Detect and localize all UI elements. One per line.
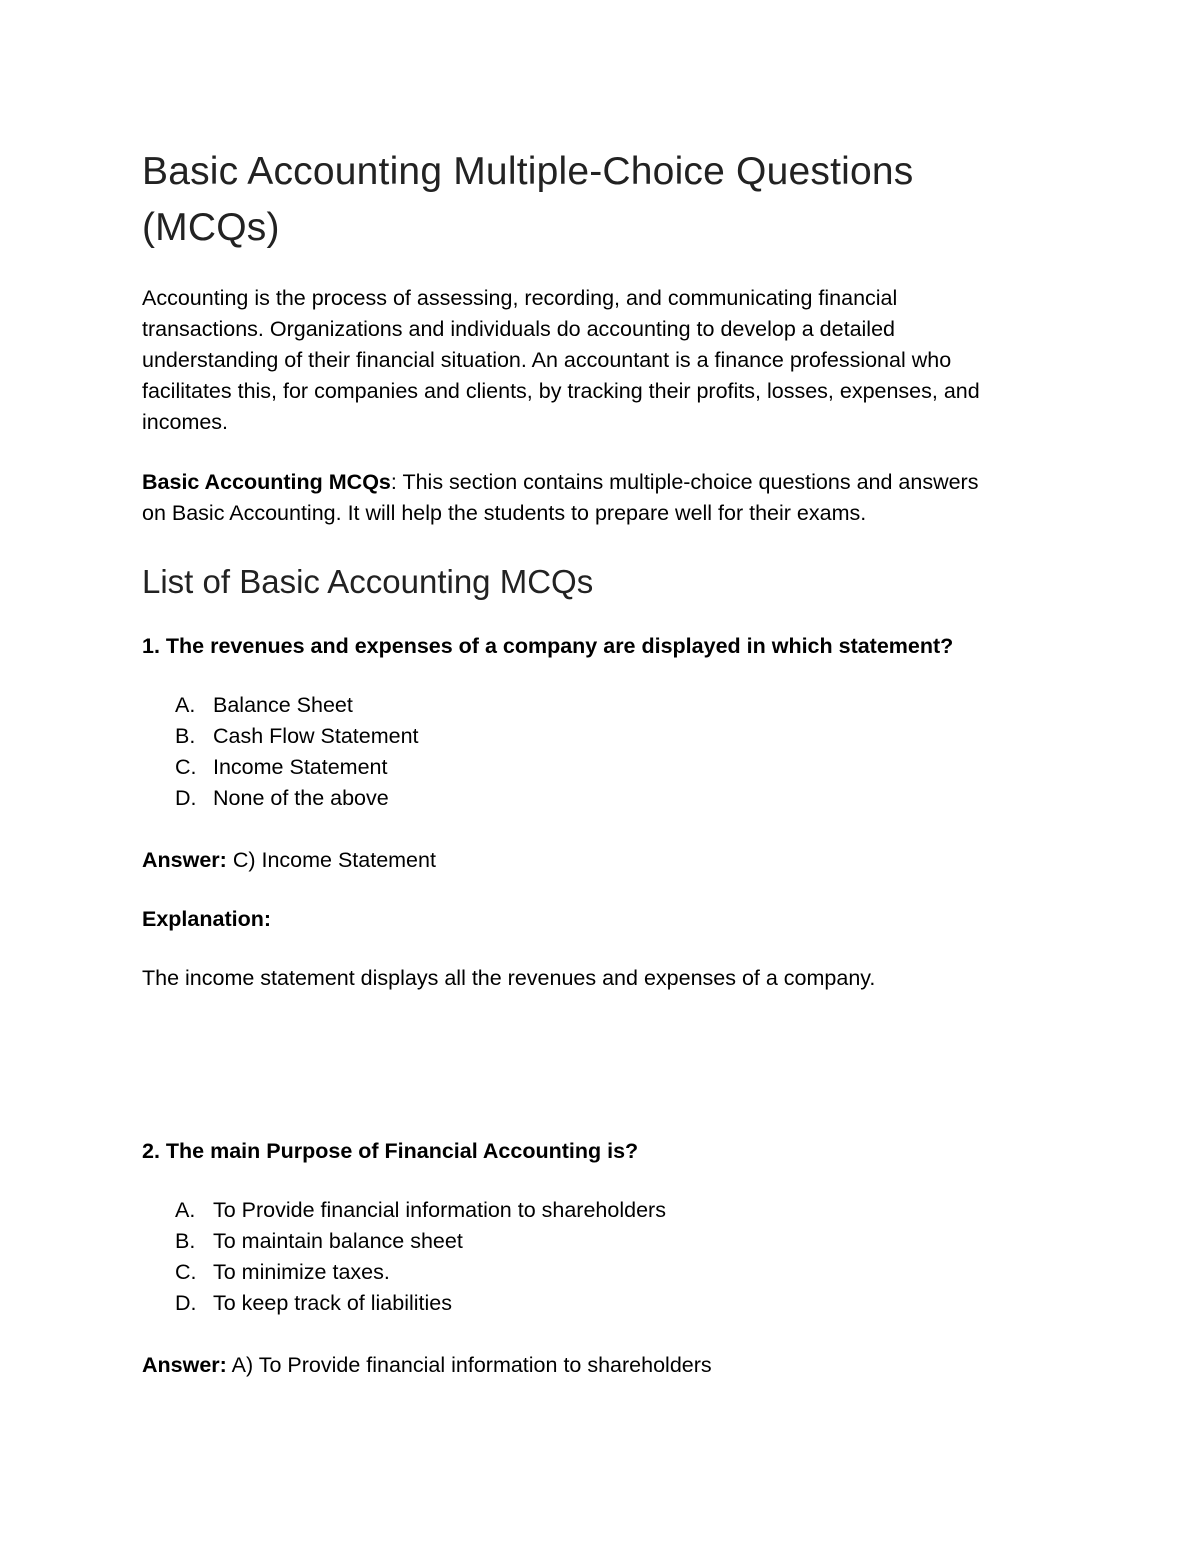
option-letter: C. (175, 1260, 197, 1284)
section-text-1: : This section contains multiple-choice questions and answers (390, 470, 979, 494)
question-2-text: 2. The main Purpose of Financial Accounting is? (142, 1139, 639, 1163)
intro-line-3: understanding of their financial situation. An accountant is a finance professional who (142, 348, 952, 372)
question-1-option-c (175, 755, 387, 780)
option-text: Cash Flow Statement (213, 724, 419, 748)
question-1-option-a (175, 693, 353, 718)
option-letter: A. (175, 693, 196, 717)
intro-line-4: facilitates this, for companies and clients, by tracking their profits, losses, expenses, and (142, 379, 980, 403)
page-title-line-1: Basic Accounting Multiple-Choice Questions (142, 150, 914, 193)
option-text: To maintain balance sheet (213, 1229, 463, 1253)
intro-line-5: incomes. (142, 410, 229, 434)
question-2-option-d (175, 1291, 452, 1316)
option-text: Balance Sheet (213, 693, 353, 717)
question-1-option-b (175, 724, 419, 749)
option-letter: B. (175, 724, 196, 748)
answer-text: C) Income Statement (232, 848, 436, 872)
intro-line-1: Accounting is the process of assessing, recording, and communicating financial (142, 286, 898, 310)
question-1-option-d (175, 786, 389, 811)
question-1-explanation: The income statement displays all the revenues and expenses of a company. (142, 966, 876, 990)
option-letter: B. (175, 1229, 196, 1253)
answer-label: Answer: (142, 1353, 227, 1377)
section-label: Basic Accounting MCQs (142, 470, 391, 494)
option-text: None of the above (213, 786, 389, 810)
answer-label: Answer: (142, 848, 227, 872)
answer-text: A) To Provide financial information to shareholders (231, 1353, 712, 1377)
option-text: To Provide financial information to shareholders (213, 1198, 666, 1222)
list-heading: List of Basic Accounting MCQs (142, 563, 594, 600)
option-letter: D. (175, 1291, 197, 1315)
section-intro-line-1 (142, 467, 978, 498)
question-2-option-a (175, 1198, 666, 1223)
option-text: Income Statement (213, 755, 388, 779)
option-letter: D. (175, 786, 197, 810)
page-title-line-2: (MCQs) (142, 206, 280, 249)
option-letter: A. (175, 1198, 196, 1222)
question-2-option-b (175, 1229, 463, 1254)
option-text: To keep track of liabilities (213, 1291, 452, 1315)
question-1-text: 1. The revenues and expenses of a company are displayed in which statement? (142, 634, 954, 658)
question-2-answer (142, 1350, 712, 1381)
question-2-option-c (175, 1260, 390, 1285)
question-1-answer (142, 845, 436, 876)
section-intro-line-2: on Basic Accounting. It will help the students to prepare well for their exams. (142, 501, 867, 525)
option-text: To minimize taxes. (213, 1260, 390, 1284)
intro-line-2: transactions. Organizations and individuals do accounting to develop a detailed (142, 317, 895, 341)
question-1-explanation-label: Explanation: (142, 907, 272, 931)
option-letter: C. (175, 755, 197, 779)
